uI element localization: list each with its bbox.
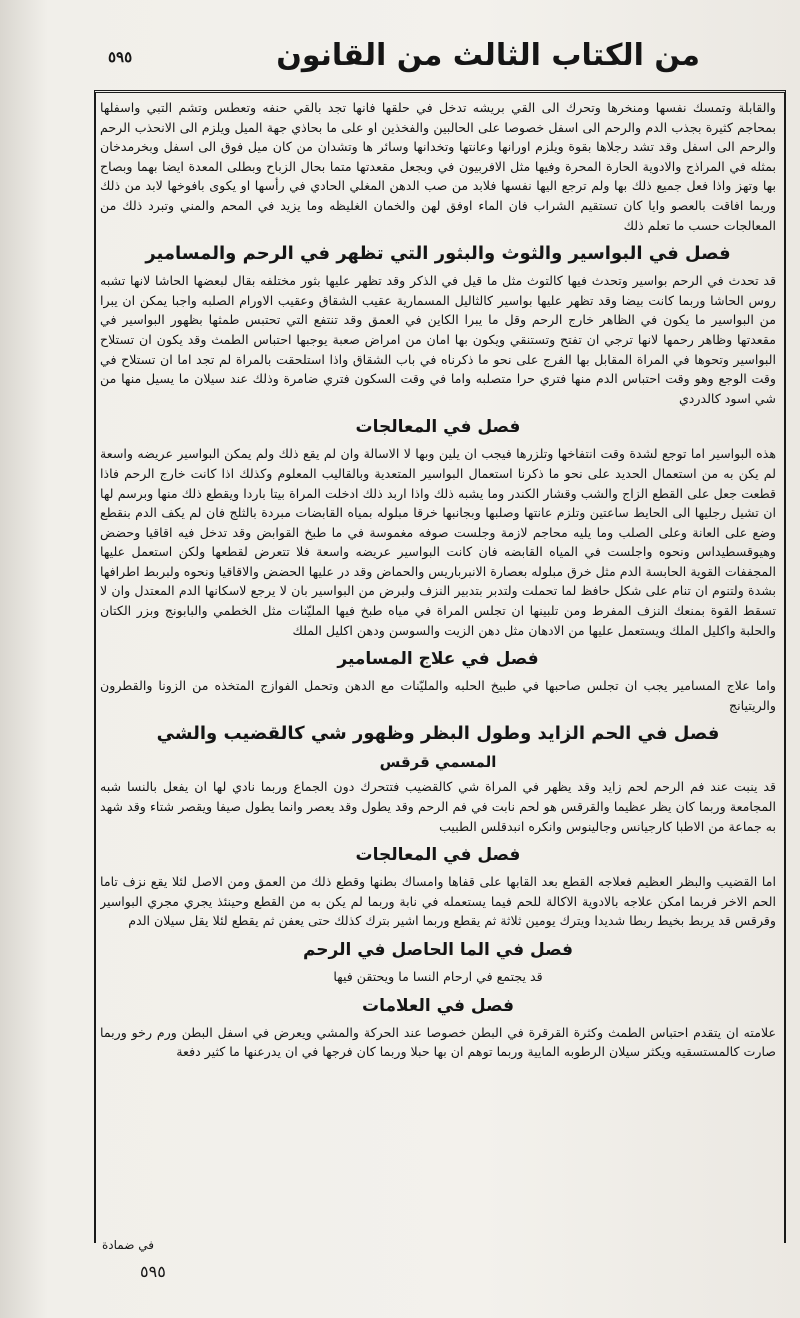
paragraph-7: قد يجتمع في ارحام النسا ما ويحتقن فيها <box>333 969 543 984</box>
paragraph-3: هذه البواسير اما توجع لشدة وقت انتفاخها وتلزرها فيجب ان يلين وبها لا الاسالة وان لم يقع ذلك ولم يمكن البواسير عريضه واسعة لم يكن به من استعمال الحديد على نحو ما ذكرنا استعمال البواسير المتعدية وبالقاليب المعلوم وكذلك اذا كانت خارج الرحم فاذا قطعت جعل على القطع الزاج والشب وقشار الكندر وما يشبه ذلك واذا اربد ذلك ادخلت المراة بيتا باردا ويقطع ذلك منها وبرسم لها ان تشيل رجليها الى الحايط ساعتين وتلزم عانتها وصلبها وبجانبها خرقا مبلوله بمياه القابضات مبردة بالثلج فان لم يكف الدم بنقطع وضع على العانة وعلى الصلب وما يليه محاجم لازمة وجلست صوفه مغموسة في ما طبخ القوابض وقد تدخل فيه اقاقيا وحضض وهيوقسطيداس ونحوه واجلست في المياه القابضه فان كانت البواسير عريضه واسعة فلا تتعرض لقطعها ولكن استعمل عليها المجففات القوية الحابسة الدم مثل خرق مبلوله بعصارة الانبرباريس والحماض وقد در عليها الحضض والاقاقيا ونحوه ولبربط اطرافها بشدة ولتنوم ان تنام على شكل حافظ لما تحملت ولتدبر بتدبير النزف ولبرض من البواسير بان لا يرجع لاسكانها الدم المعتدل وان لا تسقط القوة بمنعك النزف المفرط ومن تلبينها ان تجلس المراة في مياه طبخ فيها المليّنات مثل الخطمي والبابونج وبزر الكتان والحلبة واكليل الملك ويستعمل عليها من الادهان مثل دهن الزيت والسوسن ودهن اكليل الملك <box>100 446 776 638</box>
section-heading-water: فصل في الما الحاصل في الرحم <box>302 940 574 960</box>
paragraph-4: واما علاج المسامير يجب ان تجلس صاحبها في طبيخ الحلبه والمليّنات مع الدهن وتحمل الفوازج المتخذه من الزونا والقطرون والريتيانج <box>100 678 776 713</box>
section-heading-signs: فصل في العلامات <box>362 995 514 1016</box>
section-subheading-qarqas: المسمي قرقس <box>379 753 497 772</box>
top-page-number: ٥٩٥ <box>108 48 133 66</box>
section-heading-hemorrhoids: فصل في البواسير والثوث والبثور التي تظهر في الرحم والمسامير <box>145 243 731 265</box>
paragraph-6: اما القضيب والبظر العظيم فعلاجه القطع بعد القابها على قفاها وامساك بطنها وقطع ذلك من العمق ومن الاصل لئلا يقع نزف تاما الحم الاخر فربما امكن علاجه بالادوية الاكالة للحم فيما يستعمله في نابة وربما لم يكن به من القطع وحينئذ يجري مجري البواسير وقرقس قد يربط بخيط ربطا شديدا ويترك يومين ثلاثة ثم يقطع وربما اشير بترك كذلك حتى يعفن ثم يقطع لئلا يقل سيلان الدم <box>100 874 776 929</box>
paragraph-2: قد تحدث في الرحم بواسير وتحدث فيها كالتوث مثل ما قيل في الذكر وقد تظهر عليها بثور مختلفه بقال لبعضها الحاشا لانها تشبه روس الحاشا وربما كانت بيضا وقد تظهر عليها بواسير كالثاليل المسمارية عقيب الشقاق وعقيب الاورام الصلبه واجبا يمكن ان يبرا من البواسير ما يكون في الظاهر خارج الرحم وقل ما يبرا الكاين في العمق وقد تنتفع التي تحتبس طمثها بظهور البواسير في مقعدتها وظاهر رحمها لانها ترجي ان تفتح وتستنقي ويكون بها امان من امراض صعبة يوجبها احتباس الطمث وقد يكون ان تستلاح البواسير وتحوها في المراة المقابل بها الفرج على نحو ما ذكرناه في باب الشقاق واذا استلحقت بالمراة لم تجد اما ان تستلاح في وقت الوجع وهو وقت احتباس الدم منها فتري حرا متصلبه واما في وقت السكون فتري ضامرة وذلك عند سيلان ما يسيل منها من شي اسود كالدردي <box>100 273 776 406</box>
section-heading-nails: فصل في علاج المسامير <box>337 649 539 670</box>
section-heading-treatments-1: فصل في المعالجات <box>355 417 521 438</box>
text-body <box>100 98 776 1238</box>
paragraph-8: علامته ان يتقدم احتباس الطمث وكثرة القرقرة في البطن خصوصا عند الحركة والمشي ويعرض في اسفل البطن ورم رخو وربما صارت كالمستسقيه ويكثر سيلان الرطوبه المايية وربما توهم ان بها حبلا وربما كان فرجها في ان يدرعنها ما كثير دفعة <box>100 1024 776 1060</box>
section-heading-excess-flesh: فصل في الحم الزايد وطول البظر وظهور شي كالقضيب والشي <box>156 723 720 745</box>
catchword: في ضمادة <box>102 1238 154 1252</box>
page-header <box>90 28 780 88</box>
running-title: من الكتاب الثالث من القانون <box>276 38 700 73</box>
paragraph-5: قد ينبت عند فم الرحم لحم زايد وقد يظهر في المراة شي كالقضيب فتتحرك دون الجماع وربما نادي لها ان يفعل بالنسا شبه المجامعة وربما كان يظر عظيما والقرقس هو لحم نابت في فم الرحم وقد يطول وقد يعصر وانما يطول صيفا ويقصر شتاء وقد شهد به جماعة من الاطبا كارجيانس وجالينوس وانكره انبدقلس الطبيب <box>100 779 776 834</box>
bottom-page-number: ٥٩٥ <box>140 1262 166 1281</box>
paragraph-1: والقابلة وتمسك نفسها ومنخرها وتحرك الى القي بريشه تدخل في حلقها فانها تجد بالقي حنفه وتعطس وتشم التبي واسفلها بمحاجم كثيرة بجذب الدم والرحم الى اسفل خصوصا على الحالبين والفخذين او على ما بحاذي جهة الميل ويلزم الى الانحذب الرحم والرحم الى اسفل وقد تشد رجلاها بقوة ويلزم اورانها وعانتها وتخدانها وسائر ها وتشدان من كان ميل فوق الى اسفل وبخرمدخان بمثله في المراذج والادوية الحارة المحرة وفيها مثل الافربيون في وبجعل مقعدتها متما بحال الزباح وبطلى المعدة ايضا بهما وبصاح بها وتهز واذا فعل جميع ذلك بها ولم ترجع اليها نفسها فلابد من صب الدهن المغلي الحادي في رأسها او يكوى بافوخها لابد من ذلك وربما افاقت بالعصو وايا كان تستقيم الشراب فان الماء اوفق لهن والخمان الغليظه وما يزيد في المحم والمني وتبرد ذلك من المعالجات حسب ما تعلم ذلك <box>100 100 776 233</box>
section-heading-treatments-2: فصل في المعالجات <box>355 845 521 866</box>
